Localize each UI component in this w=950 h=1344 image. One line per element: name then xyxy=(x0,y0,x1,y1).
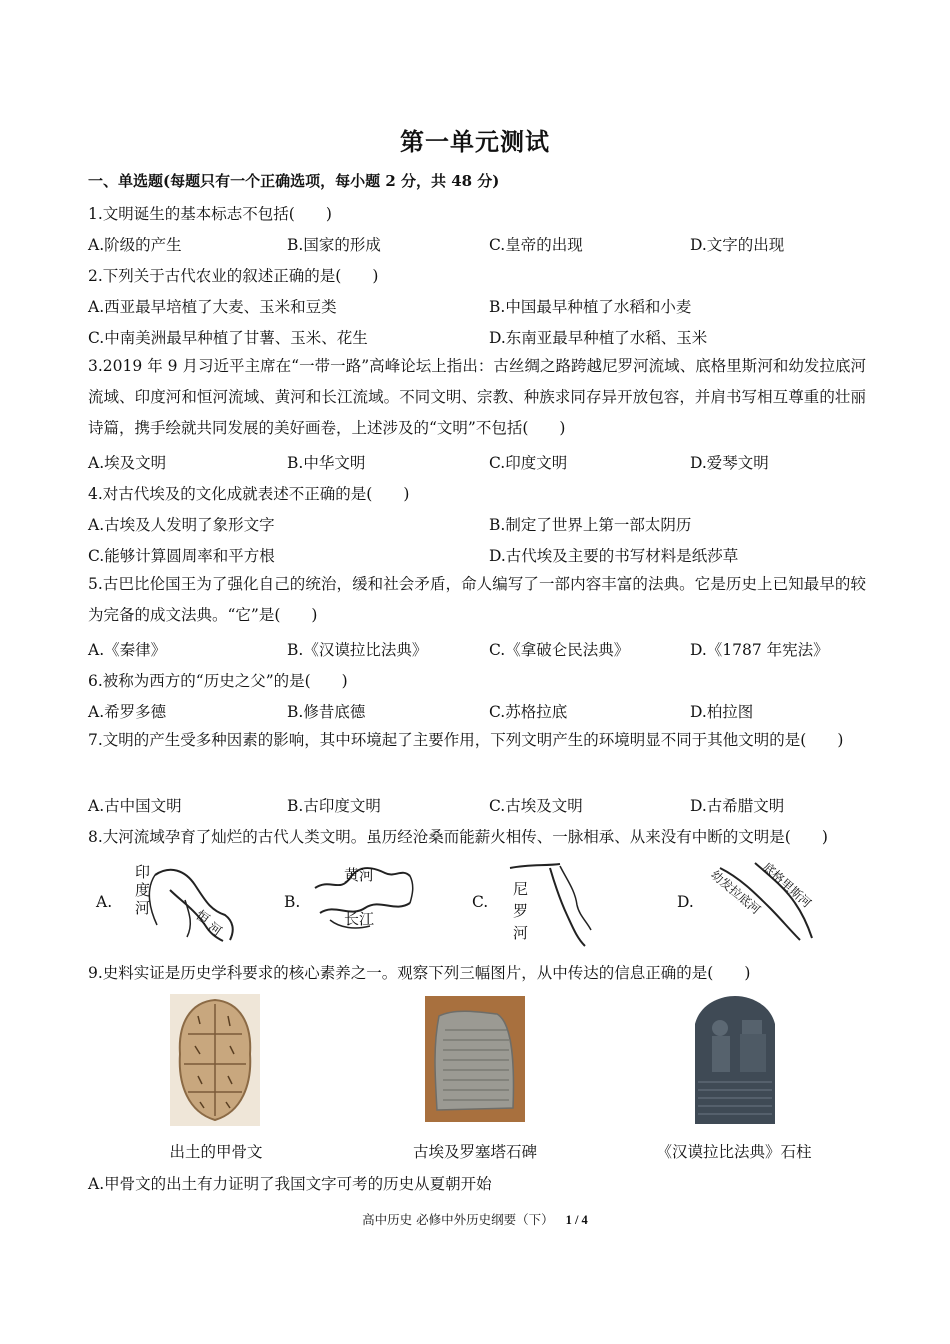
option[interactable]: C.苏格拉底 xyxy=(489,703,568,721)
option[interactable]: A.古埃及人发明了象形文字 xyxy=(88,516,275,534)
rosetta-stone-image xyxy=(425,996,525,1122)
question-9-stem: 9.史料实证是历史学科要求的核心素养之一。观察下列三幅图片，从中传达的信息正确的是( ) xyxy=(88,964,751,982)
option[interactable]: D. xyxy=(677,893,694,911)
option[interactable]: A.埃及文明 xyxy=(88,454,167,472)
question-6-stem: 6.被称为西方的“历史之父”的是( ) xyxy=(88,672,348,690)
map-text: 尼 xyxy=(513,880,529,898)
question-2-stem: 2.下列关于古代农业的叙述正确的是( ) xyxy=(88,267,379,285)
option[interactable]: C.印度文明 xyxy=(489,454,568,472)
page-title: 第一单元测试 xyxy=(400,127,550,156)
image-caption: 《汉谟拉比法典》石柱 xyxy=(656,1143,812,1161)
map-indus-ganges xyxy=(115,855,245,945)
option[interactable]: D.爱琴文明 xyxy=(690,454,769,472)
question-4-stem: 4.对古代埃及的文化成就表述不正确的是( ) xyxy=(88,485,410,503)
footer-text: 高中历史 必修中外历史纲要（下） xyxy=(362,1212,554,1227)
question-5-stem: 5.古巴比伦国王为了强化自己的统治，缓和社会矛盾，命人编写了一部内容丰富的法典。它是历史上已知最早的较为完备的成文法典。“它”是( ) xyxy=(88,575,866,624)
option[interactable]: C.古埃及文明 xyxy=(489,797,583,815)
option[interactable]: D.文字的出现 xyxy=(690,236,785,254)
option[interactable]: A. xyxy=(96,893,113,911)
option[interactable]: C.《拿破仑民法典》 xyxy=(489,641,630,659)
option[interactable]: D.柏拉图 xyxy=(690,703,754,721)
map-yellow-yangtze xyxy=(310,858,420,938)
section-heading: 一、单选题(每题只有一个正确选项，每小题 2 分，共 48 分) xyxy=(88,172,500,190)
option[interactable]: B.《汉谟拉比法典》 xyxy=(287,641,428,659)
question-8-stem: 8.大河流域孕育了灿烂的古代人类文明。虽历经沧桑而能薪火相传、一脉相承、从来没有中断的文明是( ) xyxy=(88,828,828,846)
option[interactable]: B. xyxy=(284,893,301,911)
map-text: 罗 xyxy=(513,902,529,920)
map-text: 幼发拉底河 xyxy=(708,867,764,917)
option[interactable]: A.阶级的产生 xyxy=(88,236,182,254)
question-3-stem: 3.2019 年 9 月习近平主席在“一带一路”高峰论坛上指出：古丝绸之路跨越尼罗河流域、底格里斯河和幼发拉底河流域、印度河和恒河流域、黄河和长江流域。不同文明、宗教、种族求同存异开放包容，并肩书写相互尊重的壮丽诗篇，携手绘就共同发展的美好画卷，上述涉及的“文明”不包括( ) xyxy=(88,357,866,437)
option[interactable]: B.中国最早种植了水稻和小麦 xyxy=(489,298,692,316)
option[interactable]: C.皇帝的出现 xyxy=(489,236,583,254)
map-text: 长江 xyxy=(344,910,375,928)
map-text: 黄河 xyxy=(344,866,375,884)
option[interactable]: B.国家的形成 xyxy=(287,236,381,254)
map-text: 度 xyxy=(135,881,151,899)
question-7-stem: 7.文明的产生受多种因素的影响，其中环境起了主要作用，下列文明产生的环境明显不同于其他文明的是( ) xyxy=(88,731,844,749)
option[interactable]: D.古代埃及主要的书写材料是纸莎草 xyxy=(489,547,739,565)
option[interactable]: A.西亚最早培植了大麦、玉米和豆类 xyxy=(88,298,337,316)
option[interactable]: A.希罗多德 xyxy=(88,703,167,721)
oracle-bone-image xyxy=(170,994,260,1126)
hammurabi-stele-image xyxy=(680,994,790,1124)
option[interactable]: A.《秦律》 xyxy=(88,641,167,659)
map-text: 底格里斯河 xyxy=(759,859,814,911)
option[interactable]: D.《1787 年宪法》 xyxy=(690,641,829,659)
map-text: 印 xyxy=(135,863,151,881)
option[interactable]: C. xyxy=(472,893,489,911)
map-text: 河 xyxy=(204,919,224,940)
question-1-stem: 1.文明诞生的基本标志不包括( ) xyxy=(88,205,332,223)
option[interactable]: D.古希腊文明 xyxy=(690,797,785,815)
map-tigris-euphrates xyxy=(700,858,830,944)
option[interactable]: B.中华文明 xyxy=(287,454,366,472)
option[interactable]: B.古印度文明 xyxy=(287,797,381,815)
map-text: 恒 xyxy=(192,907,212,928)
option[interactable]: D.东南亚最早种植了水稻、玉米 xyxy=(489,329,708,347)
page-number: 1 / 4 xyxy=(565,1213,588,1227)
image-caption: 出土的甲骨文 xyxy=(169,1143,263,1161)
map-text: 河 xyxy=(513,924,529,942)
map-nile xyxy=(505,860,595,948)
option[interactable]: B.制定了世界上第一部太阴历 xyxy=(489,516,692,534)
image-caption: 古埃及罗塞塔石碑 xyxy=(412,1143,537,1161)
page-footer xyxy=(0,1210,950,1228)
option[interactable]: B.修昔底德 xyxy=(287,703,366,721)
option[interactable]: C.能够计算圆周率和平方根 xyxy=(88,547,275,565)
option[interactable]: A.古中国文明 xyxy=(88,797,182,815)
option[interactable]: C.中南美洲最早种植了甘薯、玉米、花生 xyxy=(88,329,368,347)
option[interactable]: A.甲骨文的出土有力证明了我国文字可考的历史从夏朝开始 xyxy=(88,1175,492,1193)
map-text: 河 xyxy=(135,899,151,917)
